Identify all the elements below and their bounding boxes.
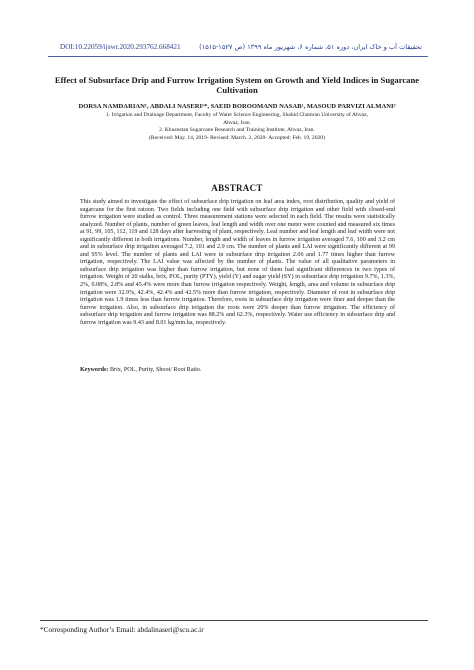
- footer-divider: [40, 620, 428, 621]
- keywords-label: Keywords:: [80, 367, 109, 373]
- paper-title: [40, 75, 434, 96]
- header-divider: [48, 56, 428, 57]
- corresponding-author-note: *Corresponding Author’s Email: abdalinaseri@scu.ac.ir: [40, 625, 204, 634]
- title-line-1: Effect of Subsurface Drip and Furrow Irrigation System on Growth and Yield Indices in Sugarcane: [54, 75, 420, 85]
- persian-citation: تحقیقات آب و خاک ایران، دوره ۵۱، شماره ۶، شهریور ماه ۱۳۹۹ (ص ۱۵۲۷-۱۵۱۵): [199, 43, 422, 51]
- title-line-2: Cultivation: [216, 85, 258, 96]
- abstract-text: This study aimed to investigate the effect of subsurface drip irrigation on leaf area index, root distribution, quality and yield of sugarcane for the first ratoon. Two fields including one field with subsurface drip irrigation and other field with closed-end furrow irrigation were studied as control. Three measurement stations were selected in each field. The results were statistically analyzed. Number of plants, number of green leaves, leaf length and width over one meter were counted and measured six times at 91, 99, 105, 112, 119 and 128 days after harvesting of plant, respectively. Leaf number and leaf length and leaf width were not significantly different in both irrigations. Number, length and width of leaves in furrow irrigation averaged 7.6, 100 and 3.2 cm and in subsurface drip irrigation averaged 7.2, 101 and 2.9 cm. The number of plants and LAI were significantly different at 99 and 95% level. The number of plants and LAI were in subsurface drip irrigation 2.06 and 1.77 times higher than furrow irrigation, respectively. The LAI value was affected by the number of plants. The value of all qualitative parameters in subsurface drip irrigation was higher than furrow irrigation, but none of them had significant differences in two types of irrigation. Weight of 20 stalks, brix, POL, purity (PTY), yield (Y) and sugar yield (SY) in subsurface drip irrigation 9.7%, 1.3%, 2%, 0.08%, 2.8% and 45.4% were more than furrow irrigation respectively. Weight, length, area and volume in subsurface drip irrigation were 32.9%, 42.4%, 42.4% and 42.5% more than furrow irrigation, respectively. Diameter of root in subsurface drip irrigation was 1.9 times less than furrow irrigation. Therefore, roots in subsurface drip irrigation were finer and deeper than the furrow irrigation. Also, in subsurface drip irrigation the roots were 20% deeper than furrow irrigation. The efficiency of subsurface drip irrigation and furrow irrigation was 88.2% and 62.3%, respectively. Water use efficiency in subsurface drip and furrow irrigation was 9.43 and 8.01 kg/mm.ha, respectively.: [80, 199, 395, 326]
- affiliation-2: 2. Khuzestan Sugarcane Research and Training Institute, Ahvaz, Iran.: [159, 127, 315, 133]
- author-list: DORSA NAMDARIAN¹, ABDALI NASERI¹*, SAEID BOROOMAND NASAB¹, MASOUD PARVIZI ALMANI²: [78, 103, 396, 110]
- abstract-heading: ABSTRACT: [211, 183, 263, 193]
- submission-dates: (Received: May. 14, 2019- Revised: March. 2, 2020- Accepted: Feb. 19, 2020): [149, 134, 325, 141]
- journal-header: [60, 43, 422, 51]
- keywords-text: Brix, POL, Purity, Shoot/ Root Ratio.: [109, 367, 202, 373]
- doi-link[interactable]: DOI:10.22059/ijswr.2020.293762.668421: [60, 43, 181, 51]
- affiliation-1-line-2: Ahvaz, Iran.: [223, 119, 251, 126]
- keywords-line: [80, 367, 395, 375]
- affiliation-1-line-1: 1. Irrigation and Drainage Department, Faculty of Water Science Engineering, Shahid Chamran University of Ahvaz,: [106, 112, 368, 118]
